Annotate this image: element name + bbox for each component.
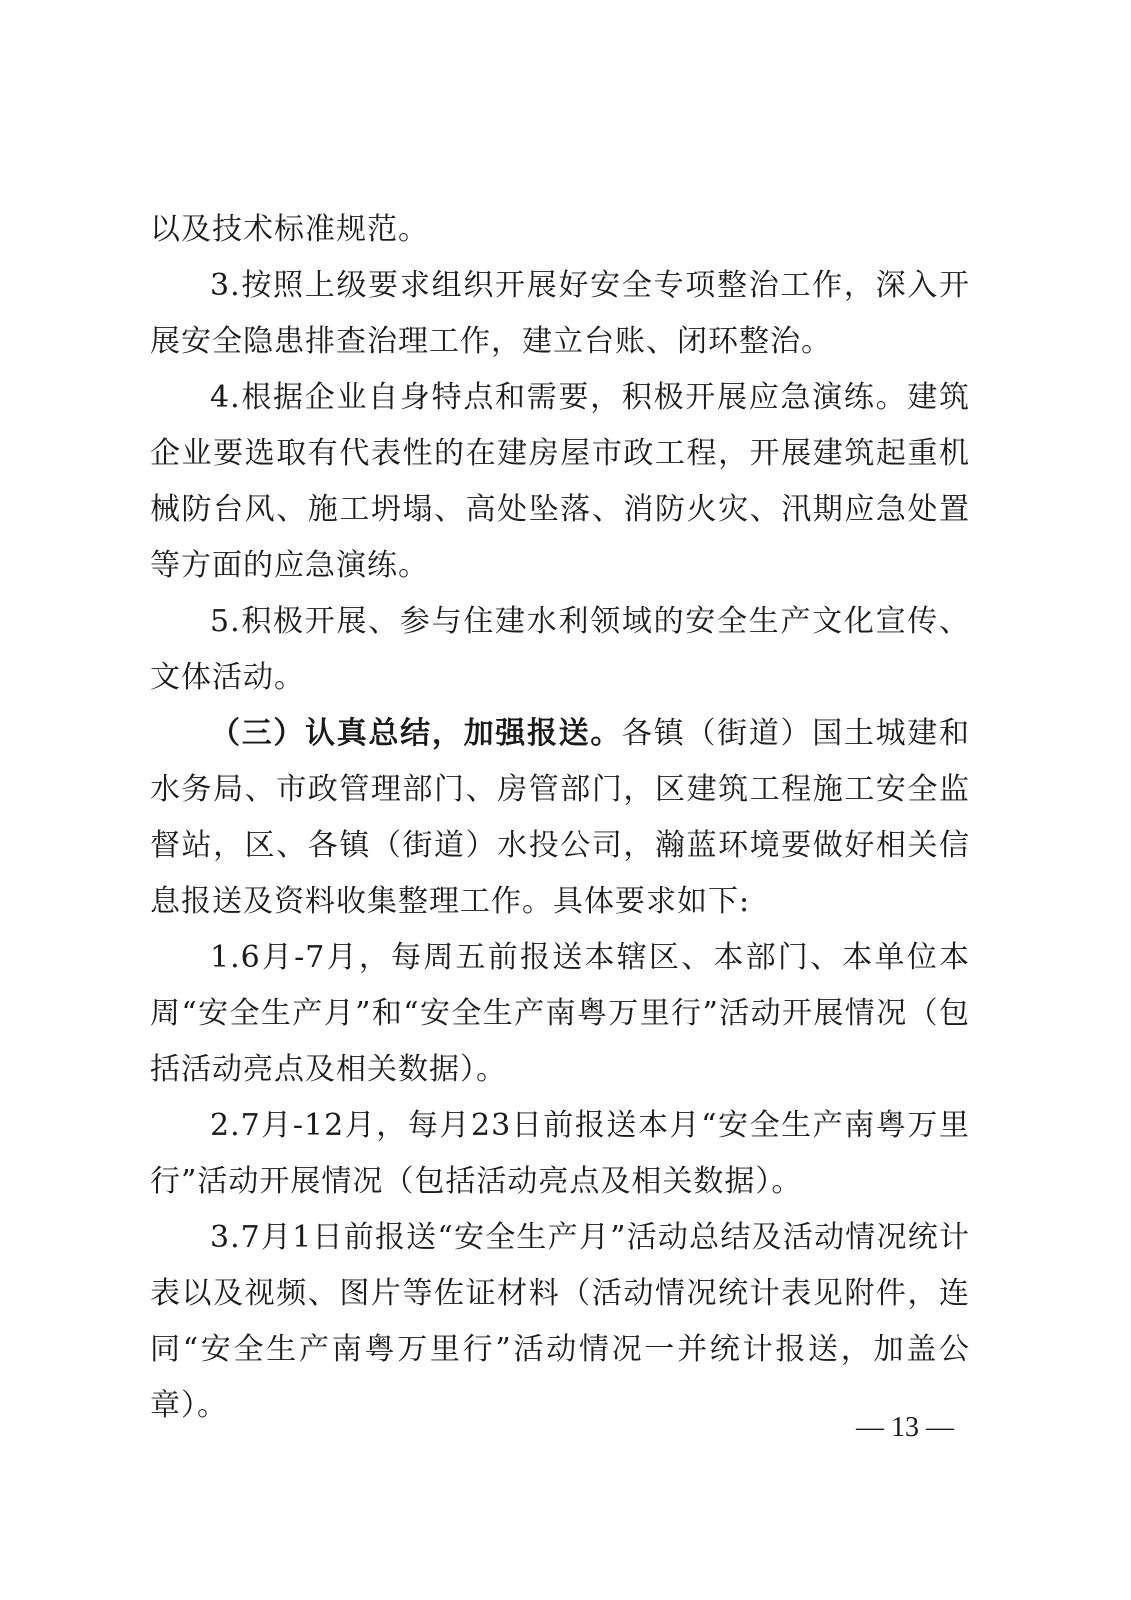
body-text [150, 202, 970, 1434]
paragraph-continuation [150, 202, 970, 258]
page-number: — 13 — [856, 1412, 954, 1443]
section-heading: （三）认真总结，加强报送。 [210, 716, 623, 751]
paragraph-text: 2.7月-12月，每月23日前报送本月“安全生产南粤万里行”活动开展情况（包括活动亮点及相关数据）。 [150, 1108, 970, 1199]
paragraph-text: 1.6月-7月，每周五前报送本辖区、本部门、本单位本周“安全生产月”和“安全生产南粤万里行”活动开展情况（包括活动亮点及相关数据）。 [150, 940, 970, 1087]
section-heading-paragraph [150, 706, 970, 930]
paragraph-item-5 [150, 594, 970, 706]
paragraph-text: 3.按照上级要求组织开展好安全专项整治工作，深入开展安全隐患排查治理工作，建立台账、闭环整治。 [150, 268, 970, 359]
paragraph-text: 3.7月1日前报送“安全生产月”活动总结及活动情况统计表以及视频、图片等佐证材料（活动情况统计表见附件，连同“安全生产南粤万里行”活动情况一并统计报送，加盖公章）。 [150, 1220, 970, 1423]
requirement-item-2 [150, 1098, 970, 1210]
paragraph-text: 以及技术标准规范。 [150, 212, 429, 247]
paragraph-text: 4.根据企业自身特点和需要，积极开展应急演练。建筑企业要选取有代表性的在建房屋市政工程，开展建筑起重机械防台风、施工坍塌、高处坠落、消防火灾、汛期应急处置等方面的应急演练。 [150, 380, 970, 583]
paragraph-item-4 [150, 370, 970, 594]
paragraph-text: 5.积极开展、参与住建水利领域的安全生产文化宣传、文体活动。 [150, 604, 970, 695]
paragraph-item-3 [150, 258, 970, 370]
requirement-item-1 [150, 930, 970, 1098]
paragraph-text: 各镇（街道）国土城建和水务局、市政管理部门、房管部门，区建筑工程施工安全监督站，区、各镇（街道）水投公司，瀚蓝环境要做好相关信息报送及资料收集整理工作。具体要求如下: [150, 716, 971, 919]
requirement-item-3 [150, 1210, 970, 1434]
